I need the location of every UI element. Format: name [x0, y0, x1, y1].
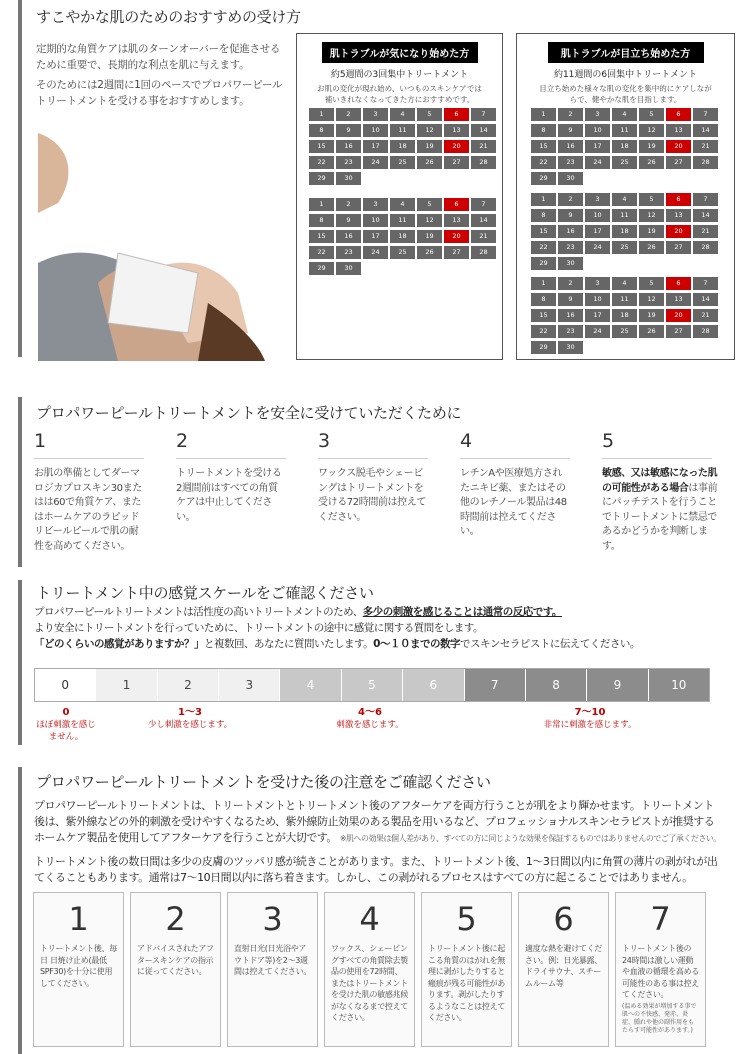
calendar-day: 21 — [471, 140, 496, 153]
scale-cell: 6 — [403, 669, 464, 701]
calendar-day: 4 — [390, 198, 415, 211]
calendar-day: 27 — [444, 156, 469, 169]
step-text — [602, 467, 720, 554]
scale-cell: 9 — [587, 669, 648, 701]
calendar-day: 10 — [585, 124, 610, 137]
step-number: 5 — [602, 430, 712, 459]
calendar-day: 26 — [639, 325, 664, 338]
plan-subtitle: 約11週間の6回集中トリートメント — [553, 70, 698, 80]
calendar-day: 30 — [558, 172, 583, 185]
card-text: ワックス、シェービングすべての角質除去製品の使用を72時間、またはトリートメントを受けた肌の敏感兆候がなくなるまで控えてください。 — [331, 944, 408, 1022]
calendar-day: 6 — [444, 198, 469, 211]
safety-step — [176, 430, 318, 554]
calendar-day: 30 — [336, 172, 361, 185]
calendar-day: 23 — [336, 156, 361, 169]
calendar-day: 10 — [363, 214, 388, 227]
calendar-day: 20 — [666, 140, 691, 153]
calendar-day: 13 — [666, 209, 691, 222]
calendar-day: 16 — [336, 140, 361, 153]
card-footnote: (温める効果が増加する事で肌への不快感、発赤、炎症、腫れや他の副作用をもたらす可能性があります。) — [622, 1002, 697, 1034]
calendar-day: 22 — [531, 325, 556, 338]
plan-title: 肌トラブルが目立ち始めた方 — [548, 42, 704, 63]
aftercare-card — [227, 892, 318, 1047]
calendar-day: 7 — [693, 277, 718, 290]
calendar — [531, 108, 718, 185]
card-text: トリートメント後、毎日 日焼け止め(最低SPF30)を十分に使用してください。 — [40, 944, 117, 988]
calendar-day: 24 — [363, 246, 388, 259]
calendar-day: 15 — [531, 140, 556, 153]
calendar-day: 20 — [444, 140, 469, 153]
calendar-day: 19 — [639, 225, 664, 238]
calendar-day: 30 — [558, 341, 583, 354]
calendar-day: 22 — [309, 246, 334, 259]
calendar-day: 24 — [585, 156, 610, 169]
calendar-day: 23 — [336, 246, 361, 259]
calendar-day: 1 — [531, 108, 556, 121]
calendar-day: 3 — [363, 108, 388, 121]
calendar-day: 27 — [666, 156, 691, 169]
calendar-day: 17 — [363, 230, 388, 243]
step-number: 1 — [34, 430, 144, 459]
calendar-day: 2 — [336, 108, 361, 121]
aftercare-cards — [33, 892, 706, 1047]
text: プロパワーピールトリートメントは活性度の高いトリートメントのため、 — [34, 606, 363, 618]
calendar — [531, 277, 718, 354]
calendar-day: 7 — [471, 198, 496, 211]
calendar-day: 6 — [444, 108, 469, 121]
calendar-day: 14 — [693, 209, 718, 222]
calendar-day: 11 — [390, 124, 415, 137]
calendar-day: 14 — [693, 124, 718, 137]
calendar-day: 9 — [558, 209, 583, 222]
calendar-day: 28 — [693, 325, 718, 338]
text: より安全にトリートメントを行っていために、トリートメントの途中に感覚に関する質問をします。 — [34, 622, 483, 634]
calendar-day: 12 — [639, 124, 664, 137]
card-number: 3 — [262, 900, 283, 938]
calendar-day: 30 — [336, 262, 361, 275]
text-emphasis: 「どのくらいの感覚がありますか？」 — [34, 638, 204, 650]
scale-label-range: 7～10 — [574, 707, 606, 718]
scale-label-range: 1～3 — [178, 707, 202, 718]
calendar-day: 19 — [639, 309, 664, 322]
scale-cell: 0 — [35, 669, 96, 701]
calendar-day: 15 — [531, 225, 556, 238]
calendar-day: 8 — [309, 124, 334, 137]
calendar-day: 17 — [585, 225, 610, 238]
calendar-day: 8 — [531, 293, 556, 306]
calendar-day: 8 — [531, 209, 556, 222]
calendar-day: 4 — [390, 108, 415, 121]
calendar-day: 25 — [612, 156, 637, 169]
calendar-day: 19 — [417, 140, 442, 153]
calendar-day: 29 — [531, 257, 556, 270]
calendar-day: 29 — [531, 172, 556, 185]
card-number: 1 — [68, 900, 89, 938]
calendar-day: 24 — [585, 241, 610, 254]
calendar-day: 30 — [558, 257, 583, 270]
scale-cell: 3 — [219, 669, 280, 701]
note: ※肌への効果は個人差があり、すべての方に同じような効果を保証するものではありませんのでご了承ください。 — [339, 834, 721, 843]
calendar-day: 21 — [693, 225, 718, 238]
plan-description: お肌の変化が現れ始め、いつものスキンケアでは補いきれなくなってきた方におすすめです。 — [317, 84, 482, 104]
scale-label-range: 0 — [62, 707, 70, 718]
calendar-day: 26 — [639, 241, 664, 254]
step-text: ワックス脱毛やシェービングはトリートメントを受ける72時間前は控えてください。 — [318, 468, 426, 523]
calendar-day: 4 — [612, 277, 637, 290]
calendar-day: 7 — [693, 108, 718, 121]
safety-step — [602, 430, 744, 554]
calendar-day: 22 — [531, 241, 556, 254]
aftercare-text-2: トリートメント後の数日間は多少の皮膚のツッパリ感が続きことがあります。また、トリートメント後、1～3日間以内に角質の薄片の剥がれが出てくることもあります。通常は7～10日間以内に落ち着きます。しかし、この剥がれるプロセスはすべての方に起こることではありません。 — [34, 855, 718, 884]
calendar — [531, 193, 718, 270]
calendar-day: 18 — [612, 225, 637, 238]
calendar-day: 23 — [558, 156, 583, 169]
calendar-day: 2 — [558, 277, 583, 290]
step-emphasis: 敏感、又は敏感になった肌の可能性がある場合 — [602, 468, 718, 494]
calendar-day: 10 — [585, 293, 610, 306]
scale-cell: 5 — [342, 669, 403, 701]
step-text: トリートメントを受ける2週間前はすべての角質ケアは中止してください。 — [176, 468, 282, 523]
calendar-day: 14 — [471, 124, 496, 137]
calendar-day: 14 — [471, 214, 496, 227]
calendar-day: 17 — [363, 140, 388, 153]
calendar-day: 27 — [666, 241, 691, 254]
step-number: 4 — [460, 430, 570, 459]
calendar-day: 23 — [558, 325, 583, 338]
calendar-day: 11 — [612, 124, 637, 137]
calendar-day: 16 — [336, 230, 361, 243]
calendar-day: 5 — [417, 198, 442, 211]
calendar-day: 18 — [612, 309, 637, 322]
calendar-day: 19 — [639, 140, 664, 153]
calendar-day: 18 — [390, 230, 415, 243]
calendar-day: 5 — [639, 193, 664, 206]
calendar-day: 18 — [612, 140, 637, 153]
calendar-day: 23 — [558, 241, 583, 254]
calendar-day: 26 — [417, 246, 442, 259]
text: でスキンセラピストに伝えてください。 — [459, 638, 640, 650]
calendar-day: 13 — [444, 214, 469, 227]
calendar-day: 16 — [558, 309, 583, 322]
aftercare-card — [421, 892, 512, 1047]
step-number: 3 — [318, 430, 428, 459]
calendar-day: 10 — [363, 124, 388, 137]
plan-subtitle: 約5週間の3回集中トリートメント — [330, 70, 469, 80]
section-title: トリートメント中の感覚スケールをご確認ください — [36, 584, 374, 602]
calendar-day: 6 — [666, 277, 691, 290]
calendar-day: 28 — [471, 156, 496, 169]
calendar-day: 2 — [558, 108, 583, 121]
calendar-day: 15 — [309, 230, 334, 243]
card-text: 直射日光(日光浴やアウトドア等)を2～3週間は控えてください。 — [234, 944, 311, 976]
section-title: プロパワーピールトリートメントを安全に受けていただくために — [36, 404, 462, 422]
intro-text: 定期的な角質ケアは肌のターンオーバーを促進させるために重要で、長期的な利点を肌に与えます。 — [36, 43, 281, 71]
card-number: 2 — [165, 900, 186, 938]
card-text: アドバイスされたアフタースキンケアの指示に従ってください。 — [137, 944, 214, 976]
text-emphasis: 多少の刺激を感じることは通常の反応です。 — [362, 606, 562, 618]
calendar-day: 12 — [417, 124, 442, 137]
calendar-day: 20 — [444, 230, 469, 243]
calendar-day: 16 — [558, 225, 583, 238]
scale-cell: 1 — [96, 669, 157, 701]
calendar-day: 5 — [639, 277, 664, 290]
calendar-day: 12 — [639, 293, 664, 306]
scale-label-text: 少し刺激を感じます。 — [147, 720, 233, 730]
calendar-day: 22 — [531, 156, 556, 169]
calendar-day: 12 — [417, 214, 442, 227]
calendar-day: 11 — [390, 214, 415, 227]
step-text: レチンAや医療処方されたニキビ薬、またはその他のレチノール製品は48時間前は控えてください。 — [460, 468, 567, 537]
calendar-day: 10 — [585, 209, 610, 222]
calendar-day: 4 — [612, 193, 637, 206]
calendar — [309, 108, 496, 185]
calendar-day: 29 — [309, 262, 334, 275]
calendar-day: 21 — [693, 309, 718, 322]
calendar-day: 8 — [309, 214, 334, 227]
scale-label-text: 刺激を感じます。 — [336, 720, 404, 730]
calendar-day: 11 — [612, 293, 637, 306]
calendar-day: 28 — [693, 156, 718, 169]
text-emphasis: 0～１０までの数字 — [373, 638, 460, 650]
scale-cell: 7 — [465, 669, 526, 701]
card-text: 適度な熱を避けてください。例：日光暴露、ドライサウナ、スチームルーム等 — [525, 944, 602, 988]
calendar-day: 4 — [612, 108, 637, 121]
calendar-day: 15 — [531, 309, 556, 322]
card-number: 7 — [650, 900, 671, 938]
calendar-day: 25 — [390, 246, 415, 259]
card-number: 4 — [359, 900, 380, 938]
calendar-day: 28 — [693, 241, 718, 254]
aftercare-card — [130, 892, 221, 1047]
scale-label — [130, 707, 250, 731]
calendar-day: 13 — [444, 124, 469, 137]
calendar-day: 26 — [417, 156, 442, 169]
step-text: お肌の準備としてダーマロジカプロスキン30またはは60で角質ケア、またはホームケアのラピッドリビールピールで肌の耐性を高めてください。 — [34, 468, 142, 552]
calendar-day: 17 — [585, 309, 610, 322]
calendar-day: 12 — [639, 209, 664, 222]
calendar-day: 9 — [336, 124, 361, 137]
text: と複数回、あなたに質問いたします。 — [204, 638, 374, 650]
calendar-day: 6 — [666, 193, 691, 206]
calendar-day: 25 — [390, 156, 415, 169]
calendar-day: 13 — [666, 293, 691, 306]
calendar-day: 7 — [693, 193, 718, 206]
calendar-day: 5 — [417, 108, 442, 121]
safety-step — [318, 430, 460, 554]
calendar-day: 22 — [309, 156, 334, 169]
calendar-day: 5 — [639, 108, 664, 121]
calendar-day: 24 — [585, 325, 610, 338]
scale-cell: 4 — [280, 669, 341, 701]
plan-description: 目立ち始めた様々な肌の変化を集中的にケアしながらで、健やかな肌を目指します。 — [539, 84, 712, 104]
calendar-day: 1 — [531, 277, 556, 290]
card-text: トリートメント後に起こる角質のはがれを無理に剥がしたりすると瘢痕が残る可能性があります。剥がしたりするようなことは控えてください。 — [428, 944, 505, 1022]
calendar-day: 1 — [309, 198, 334, 211]
calendar-day: 25 — [612, 241, 637, 254]
calendar-day: 9 — [558, 293, 583, 306]
section-title: プロパワーピールトリートメントを受けた後の注意をご確認ください — [36, 773, 491, 791]
calendar — [309, 198, 496, 275]
calendar-day: 1 — [309, 108, 334, 121]
calendar-day: 9 — [336, 214, 361, 227]
calendar-day: 6 — [666, 108, 691, 121]
calendar-day: 21 — [693, 140, 718, 153]
text: プロパワーピールトリートメントは、トリートメントとトリートメント後のアフターケアを両方行うことが肌をより輝かせます。トリートメント後は、紫外線などの外的刺激を受けやすくなるため、紫外線防止効果のある製品を用いるなど、プロフェッショナルスキンセラピストが推奨するホームケア製品を使用してアフターケアを行うことが大切です。 — [34, 799, 715, 844]
calendar-day: 18 — [390, 140, 415, 153]
calendar-day: 20 — [666, 225, 691, 238]
section-title: すこやかな肌のためのおすすめの受け方 — [36, 8, 301, 26]
calendar-day: 8 — [531, 124, 556, 137]
aftercare-card — [615, 892, 706, 1047]
aftercare-text — [34, 798, 724, 847]
step-number: 2 — [176, 430, 286, 459]
aftercare-card — [518, 892, 609, 1047]
calendar-day: 27 — [444, 246, 469, 259]
scale-cell: 10 — [649, 669, 709, 701]
calendar-day: 28 — [471, 246, 496, 259]
scale-label-text: ほぼ刺激を感じません。 — [36, 720, 96, 742]
scale-cell: 8 — [526, 669, 587, 701]
calendar-day: 9 — [558, 124, 583, 137]
calendar-day: 3 — [585, 108, 610, 121]
plan-box-5weeks — [296, 33, 503, 360]
scale-explanation — [34, 604, 734, 652]
calendar-day: 7 — [471, 108, 496, 121]
scale-label-text: 非常に刺激を感じます。 — [543, 720, 637, 730]
scale-label — [34, 707, 98, 743]
calendar-day: 2 — [558, 193, 583, 206]
card-text: トリートメント後の24時間は激しい運動や血液の循環を高める可能性のある事は控えてください。 — [622, 944, 699, 999]
calendar-day: 19 — [417, 230, 442, 243]
scale-cell: 2 — [158, 669, 219, 701]
aftercare-card — [33, 892, 124, 1047]
calendar-day: 16 — [558, 140, 583, 153]
calendar-day: 21 — [471, 230, 496, 243]
calendar-day: 15 — [309, 140, 334, 153]
calendar-day: 2 — [336, 198, 361, 211]
aftercare-card — [324, 892, 415, 1047]
calendar-day: 14 — [693, 293, 718, 306]
card-number: 6 — [553, 900, 574, 938]
scale-label-range: 4～6 — [358, 707, 382, 718]
calendar-day: 20 — [666, 309, 691, 322]
calendar-day: 1 — [531, 193, 556, 206]
calendar-day: 17 — [585, 140, 610, 153]
calendar-day: 25 — [612, 325, 637, 338]
step-text-rest: は事前にパッチテストを行うことでトリートメントに禁忌であるかどうかを判断します。 — [602, 482, 718, 552]
calendar-day: 29 — [309, 172, 334, 185]
calendar-day: 3 — [585, 277, 610, 290]
safety-steps — [34, 430, 744, 554]
scale-label — [310, 707, 430, 731]
safety-step — [34, 430, 176, 554]
plan-title: 肌トラブルが気になり始めた方 — [322, 42, 478, 63]
calendar-day: 3 — [585, 193, 610, 206]
card-number: 5 — [456, 900, 477, 938]
sensation-scale — [34, 668, 710, 702]
calendar-day: 13 — [666, 124, 691, 137]
treatment-photo — [38, 133, 265, 361]
intro-text: そのためには2週間に1回のペースでプロパワーピールトリートメントを受ける事をおすすめします。 — [36, 79, 283, 107]
calendar-day: 24 — [363, 156, 388, 169]
calendar-day: 11 — [612, 209, 637, 222]
scale-label — [520, 707, 660, 731]
calendar-day: 29 — [531, 341, 556, 354]
calendar-day: 3 — [363, 198, 388, 211]
calendar-day: 27 — [666, 325, 691, 338]
safety-step — [460, 430, 602, 554]
calendar-day: 26 — [639, 156, 664, 169]
